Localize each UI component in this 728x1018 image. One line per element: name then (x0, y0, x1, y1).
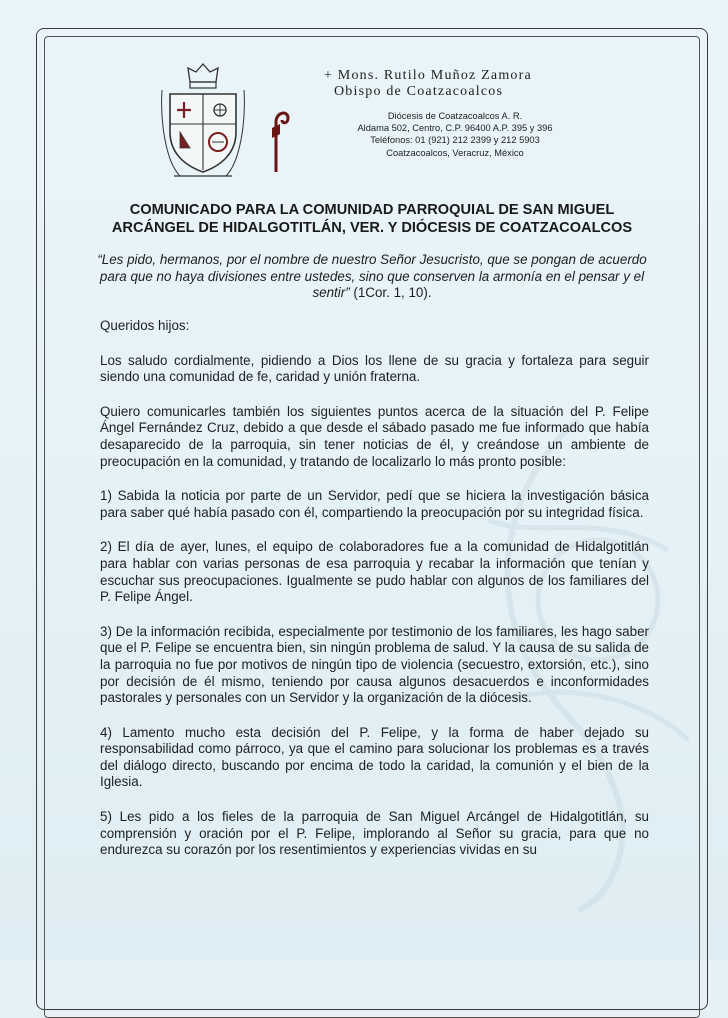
paragraph: 5) Les pido a los fieles de la parroquia de San Miguel Arcángel de Hidalgotitlán, su comprensión y oración por el P. Felipe, implorando al Señor su gracia, para que no endurezca su corazón por los resentimientos y experiencias vividas en su (100, 809, 649, 858)
address-line: Coatzacoalcos, Veracruz, México (386, 147, 524, 158)
letter-body (100, 318, 649, 877)
address-line: Teléfonos: 01 (921) 212 2399 y 212 5903 (370, 135, 540, 146)
paragraph: Los saludo cordialmente, pidiendo a Dios los llene de su gracia y fortaleza para seguir siendo una comunidad de fe, caridad y unión fraterna. (100, 352, 649, 385)
scripture-quote (92, 252, 652, 302)
quote-text: “Les pido, hermanos, por el nombre de nuestro Señor Jesucristo, que se pongan de acuerdo para que no haya divisiones entre ustedes, sino que conserven la armonía en el pensar y el sentir” (97, 252, 647, 300)
bishop-name: + Mons. Rutilo Muñoz Zamora (324, 68, 532, 83)
episcopal-coat-of-arms-icon (160, 62, 246, 180)
document-title (92, 201, 652, 237)
quote-citation: (1Cor. 1, 10). (349, 285, 432, 300)
bishop-name-block (324, 68, 584, 100)
paragraph: 3) De la información recibida, especialmente por testimonio de los familiares, les hago saber que el P. Felipe se encuentra bien, sin ningún problema de salud. Y la causa de su salida de la parroquia no fue por motivos de ningún tipo de violencia (secuestro, extorsión, etc.), sino por decisión de él mismo, teniendo por causa algunos desacuerdos e inconformidades pastorales y personales con un Servidor y la organización de la diócesis. (100, 623, 649, 706)
greeting: Queridos hijos: (100, 318, 190, 333)
title-line: COMUNICADO PARA LA COMUNIDAD PARROQUIAL DE SAN MIGUEL (129, 202, 615, 218)
address-line: Diócesis de Coatzacoalcos A. R. (387, 111, 523, 121)
paragraph: Quiero comunicarles también los siguientes puntos acerca de la situación del P. Felipe Ángel Fernández Cruz, debido a que desde el sábado pasado me fue informado que había desaparecido de la parroquia, sin tener noticias de él, y creándose un ambiente de preocupación en la comunidad, y tratando de localizarlo lo más pronto posible: (100, 403, 649, 469)
address-line: Aldama 502, Centro, C.P. 96400 A.P. 395 y 396 (357, 123, 553, 134)
crozier-icon (268, 108, 292, 174)
bishop-title: Obispo de Coatzacoalcos (334, 84, 504, 99)
title-line: ARCÁNGEL DE HIDALGOTITLÁN, VER. Y DIÓCESIS DE COATZACOALCOS (111, 220, 633, 236)
diocese-address (330, 110, 580, 159)
paragraph: 1) Sabida la noticia por parte de un Servidor, pedí que se hiciera la investigación básica para saber qué había pasado con él, compartiendo la preocupación por su integridad física. (100, 488, 649, 520)
paragraph: 2) El día de ayer, lunes, el equipo de colaboradores fue a la comunidad de Hidalgotitlán para hablar con varias personas de esa parroquia y recabar la información que tenían y escuchar sus preocupaciones. Igualmente se pudo hablar con algunos de los familiares del P. Felipe Ángel. (100, 539, 649, 605)
paragraph: 4) Lamento mucho esta decisión del P. Felipe, y la forma de haber dejado su responsabilidad como párroco, ya que el camino para solucionar los problemas es a través del diálogo directo, buscando por encima de todo la caridad, la comunión y el bien de la Iglesia. (100, 724, 649, 790)
